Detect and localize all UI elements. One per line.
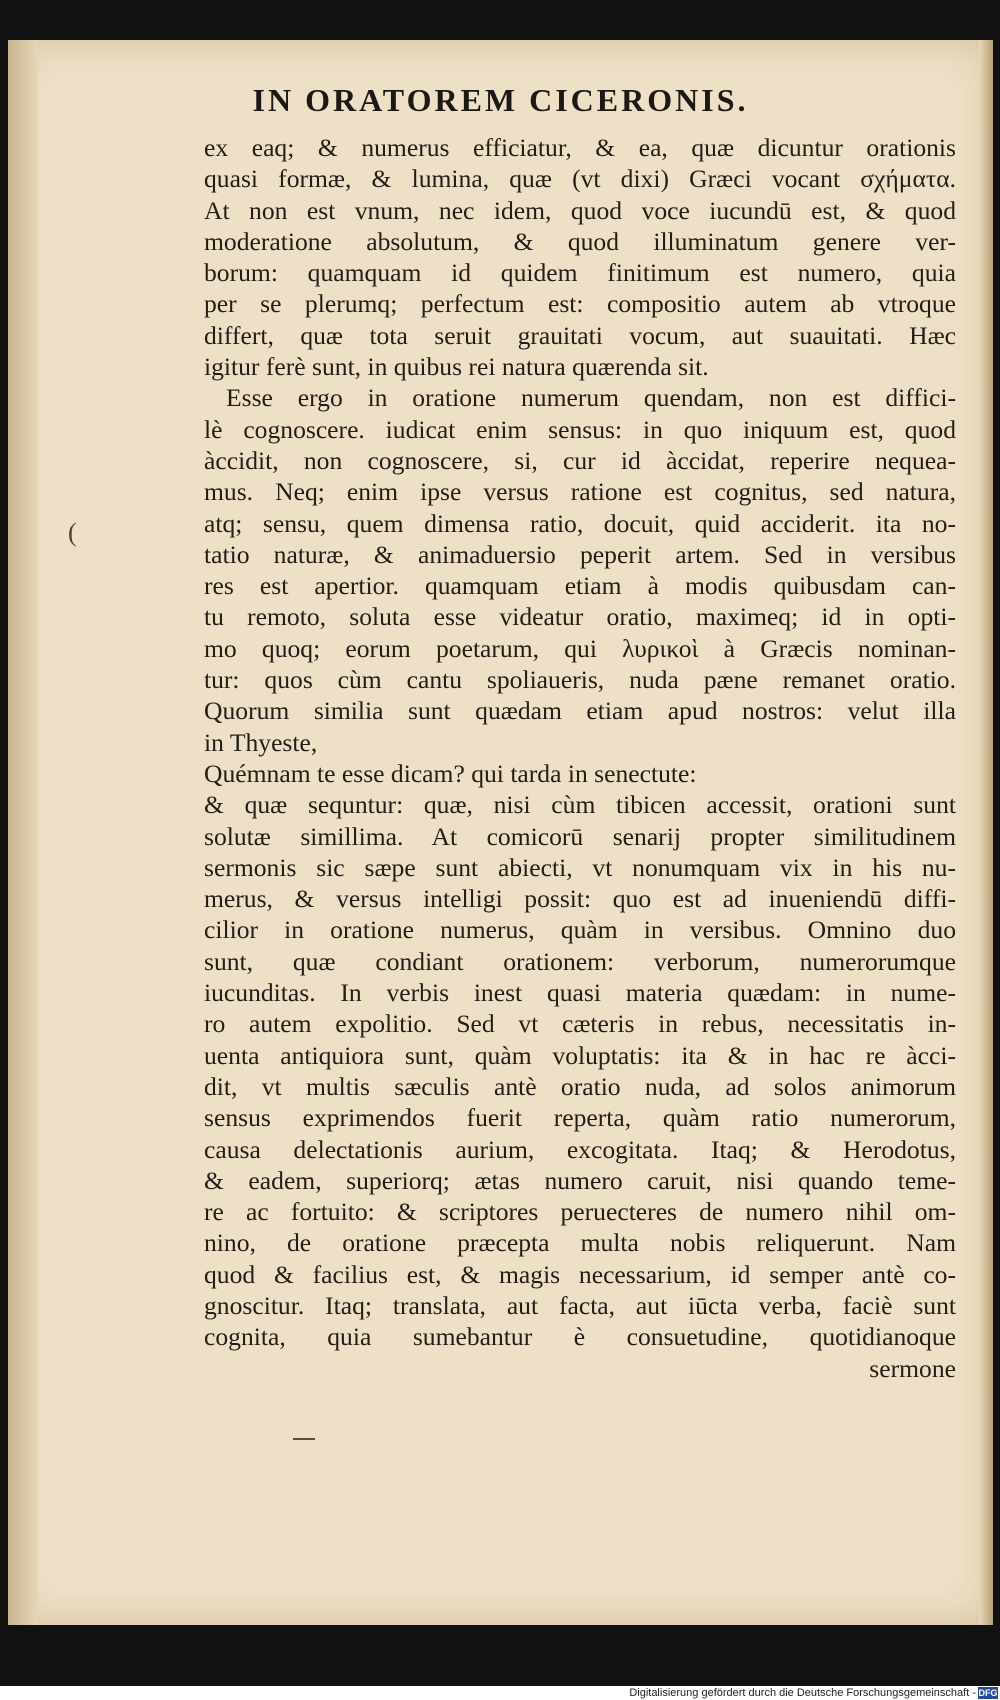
text-line: merus, & versus intelligi possit: quo est ad inueniendū diffi- — [204, 884, 956, 914]
text-line: & eadem, superiorq; ætas numero caruit, nisi quando teme- — [204, 1165, 956, 1195]
page-fore-edge — [979, 40, 993, 1625]
text-line: atq; sensu, quem dimensa ratio, docuit, quid acciderit. ita no- — [204, 508, 956, 538]
text-line: re ac fortuito: & scriptores peruecteres de numero nihil om- — [204, 1197, 956, 1227]
text-line: cilior in oratione numerus, quàm in versibus. Omnino duo — [204, 915, 956, 945]
text-line: & quæ sequntur: quæ, nisi cùm tibicen accessit, orationi sunt — [204, 790, 956, 820]
book-page — [8, 40, 993, 1625]
text-line: solutæ simillima. At comicorū senarij propter similitudinem — [204, 821, 956, 851]
dfg-logo: DFG — [978, 1688, 998, 1698]
text-line: moderatione absolutum, & quod illuminatum genere ver- — [204, 226, 956, 256]
text-line: sermonis sic sæpe sunt abiecti, vt nonumquam vix in his nu- — [204, 852, 956, 882]
text-line: sunt, quæ condiant orationem: verborum, numerorumque — [204, 946, 956, 976]
text-line: Quémnam te esse dicam? qui tarda in senectute: — [204, 758, 697, 788]
text-line: ex eaq; & numerus efficiatur, & ea, quæ dicuntur orationis — [204, 133, 956, 162]
text-line: cognita, quia sumebantur è consuetudine, quotidianoque — [204, 1322, 956, 1352]
text-line: igitur ferè sunt, in quibus rei natura quærenda sit. — [204, 352, 709, 382]
body-text — [204, 132, 956, 1384]
text-line: dit, vt multis sæculis antè oratio nuda, ad solos animorum — [204, 1071, 956, 1101]
margin-mark: ( — [68, 518, 77, 547]
text-line: ro autem expolitio. Sed vt cæteris in rebus, necessitatis in- — [204, 1009, 956, 1039]
text-line: Esse ergo in oratione numerum quendam, non est diffici- — [226, 383, 956, 413]
text-line: sensus exprimendos fuerit reperta, quàm ratio numerorum, — [204, 1103, 956, 1133]
text-line: quod & facilius est, & magis necessarium, id semper antè co- — [204, 1259, 956, 1289]
text-line: mus. Neq; enim ipse versus ratione est cognitus, sed natura, — [204, 477, 956, 507]
text-line: mo quoq; eorum poetarum, qui λυρικοὶ à Græcis nominan- — [204, 633, 956, 663]
text-line: tatio naturæ, & animaduersio peperit artem. Sed in versibus — [204, 539, 956, 569]
text-line: quasi formæ, & lumina, quæ (vt dixi) Græci vocant σχήματα. — [204, 164, 956, 194]
text-line: causa delectationis aurium, excogitata. Itaq; & Herodotus, — [204, 1134, 956, 1164]
text-line: per se plerumq; perfectum est: compositio autem ab vtroque — [204, 289, 956, 319]
text-line: nino, de oratione præcepta multa nobis reliquerunt. Nam — [204, 1228, 956, 1258]
text-line: àccidit, non cognoscere, si, cur id àccidat, reperire nequea- — [204, 445, 956, 475]
text-line: Quorum similia sunt quædam etiam apud nostros: velut illa — [204, 696, 956, 726]
footnote-dash — [293, 1438, 315, 1440]
text-line: uenta antiquiora sunt, quàm voluptatis: ita & in hac re àcci- — [204, 1040, 956, 1070]
text-line: res est apertior. quamquam etiam à modis quibusdam can- — [204, 571, 956, 601]
text-line: tur: quos cùm cantu spoliaueris, nuda pæne remanet oratio. — [204, 665, 956, 695]
text-line: gnoscitur. Itaq; translata, aut facta, aut iūcta verba, faciè sunt — [204, 1290, 956, 1320]
text-line: in Thyeste, — [204, 727, 318, 757]
text-line: differt, quæ tota seruit grauitati vocum, aut suauitati. Hæc — [204, 320, 956, 350]
text-line: sermone — [869, 1353, 956, 1383]
page-gutter-shadow — [8, 40, 38, 1625]
digitization-credit: Digitalisierung gefördert durch die Deutsche Forschungsgemeinschaft - — [629, 1687, 976, 1699]
text-line: iucunditas. In verbis inest quasi materia quædam: in nume- — [204, 978, 956, 1008]
running-head: IN ORATOREM CICERONIS. — [252, 82, 749, 118]
text-line: borum: quamquam id quidem finitimum est numero, quia — [204, 258, 956, 288]
text-line: tu remoto, soluta esse videatur oratio, maximeq; id in opti- — [204, 602, 956, 632]
text-line: At non est vnum, nec idem, quod voce iucundū est, & quod — [204, 195, 956, 225]
text-line: lè cognoscere. iudicat enim sensus: in quo iniquum est, quod — [204, 414, 956, 444]
